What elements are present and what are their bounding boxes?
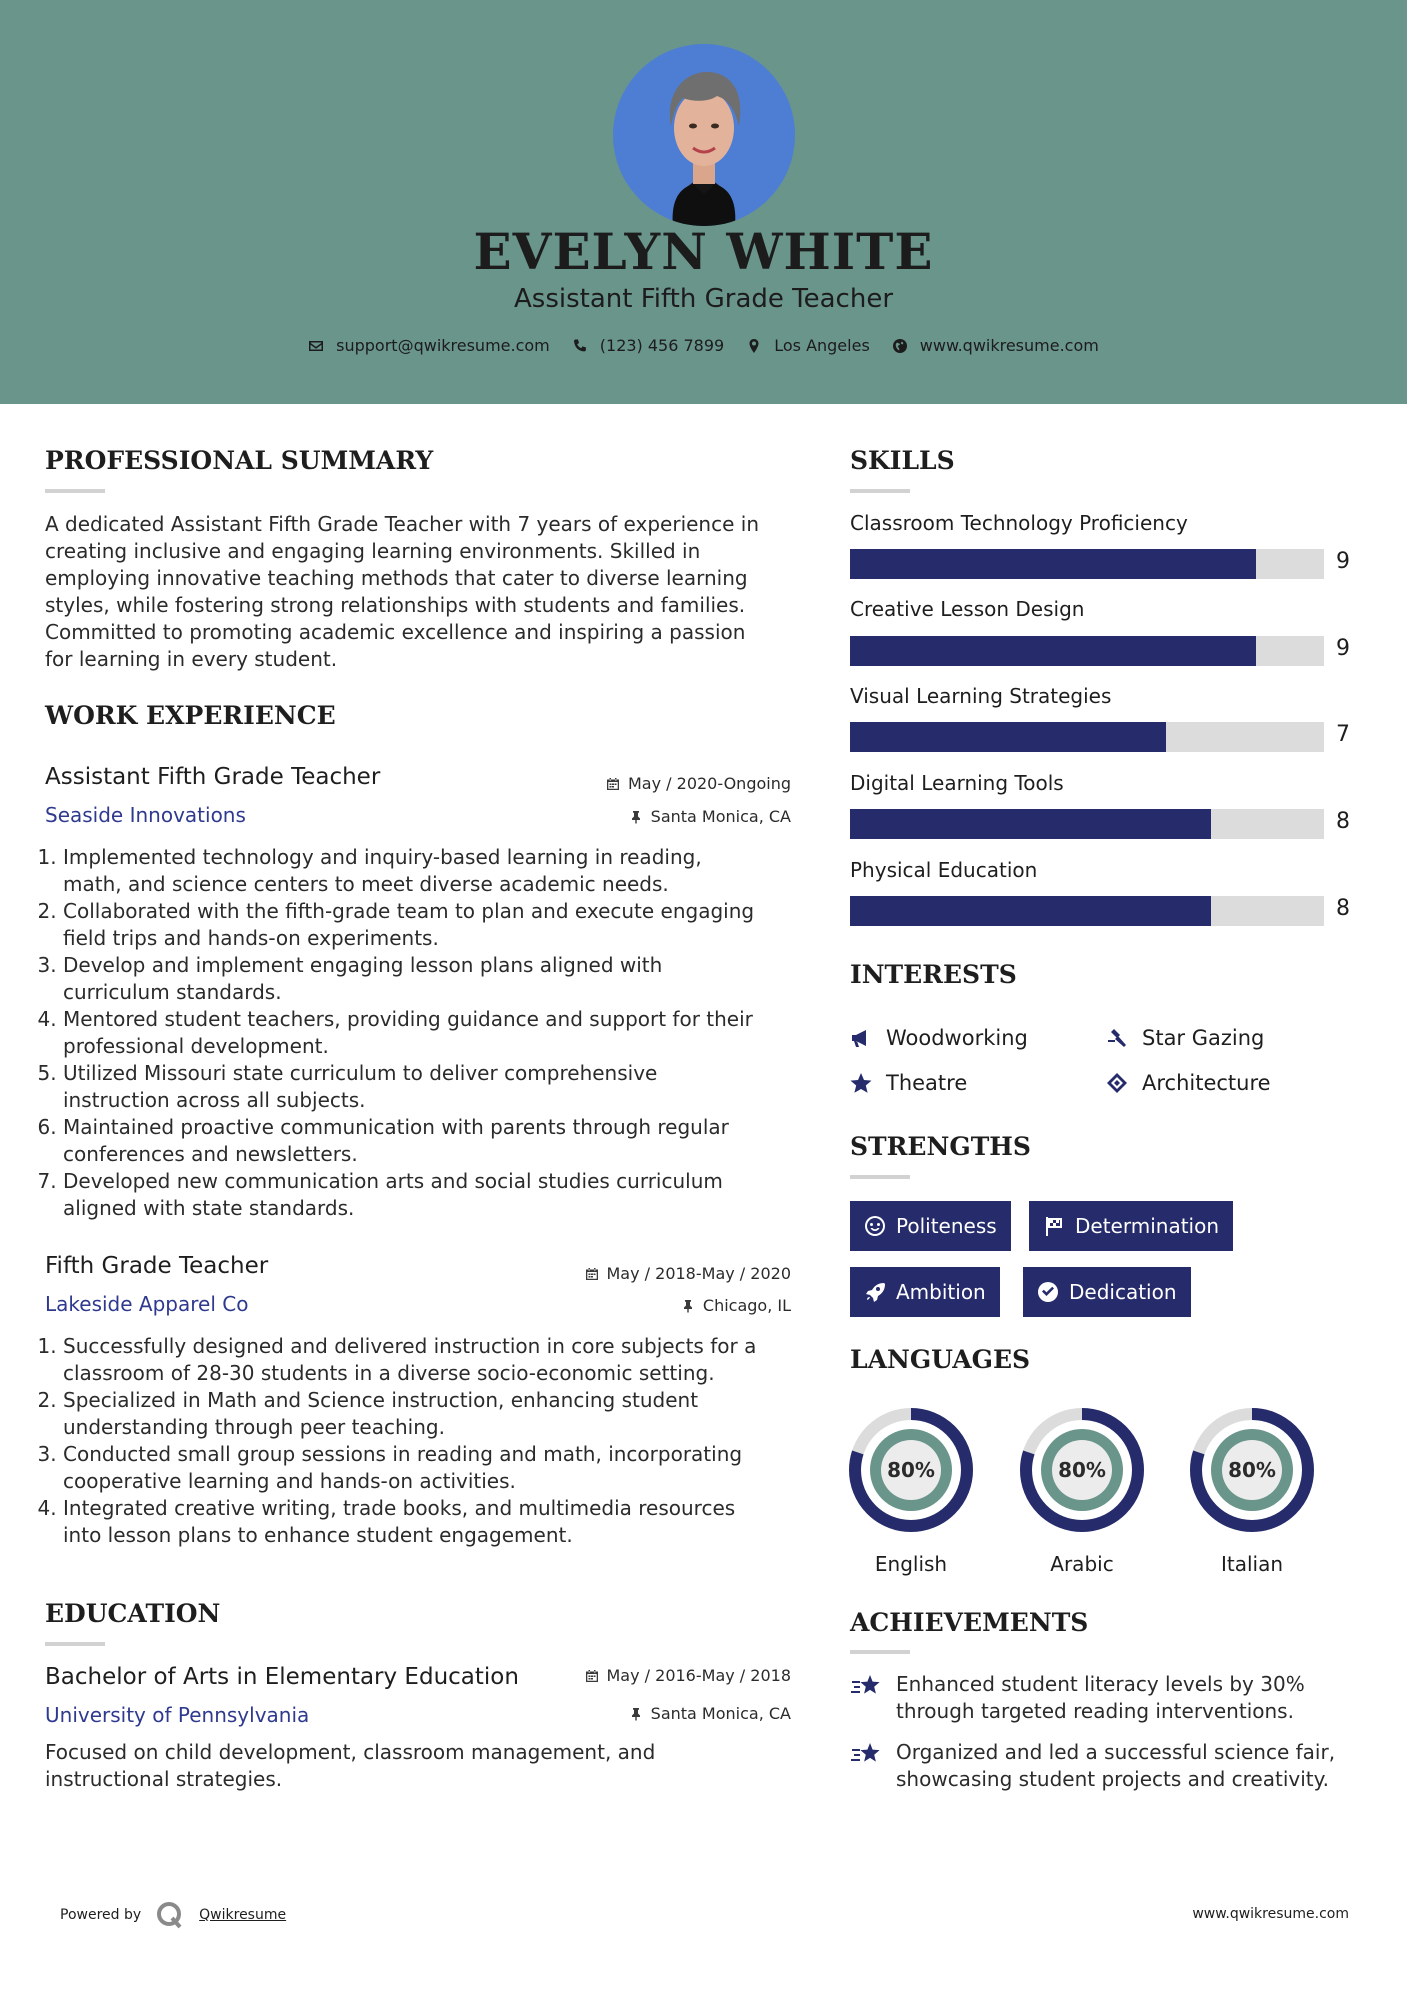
summary-line: A dedicated Assistant Fifth Grade Teacher with 7 years of experience in: [45, 512, 759, 536]
skills-heading: SKILLS: [850, 446, 955, 475]
interest-item: [850, 1071, 967, 1095]
candidate-title: Assistant Fifth Grade Teacher: [513, 284, 894, 314]
skill-bar: [850, 896, 1324, 926]
list-item: 2. Specialized in Math and Science instruction, enhancing student understanding through peer teaching.: [63, 1387, 805, 1441]
language-percent: 80%: [887, 1458, 935, 1482]
interest-label: Star Gazing: [1142, 1026, 1265, 1050]
shooting-star-icon: [850, 1741, 882, 1769]
achievements-heading: ACHIEVEMENTS: [850, 1608, 1089, 1637]
interest-label: Woodworking: [886, 1026, 1028, 1050]
languages-heading: LANGUAGES: [850, 1345, 1031, 1374]
skills-divider: [850, 489, 910, 493]
strength-badge: [1023, 1267, 1191, 1317]
achievement-item: [850, 1739, 1370, 1793]
education-description: [45, 1739, 805, 1793]
achievement-line: Enhanced student literacy levels by 30%: [896, 1672, 1305, 1696]
calendar-icon: [585, 1267, 599, 1281]
summary-line: styles, while fostering strong relationships with students and families.: [45, 593, 746, 617]
skill-bar: [850, 636, 1324, 666]
education-location: [629, 1704, 791, 1723]
list-item: 7. Developed new communication arts and social studies curriculum aligned with state standards.: [63, 1168, 805, 1222]
company-name[interactable]: Lakeside Apparel Co: [45, 1292, 249, 1316]
interest-item: [1106, 1071, 1271, 1095]
summary-line: Committed to promoting academic excellence and inspiring a passion: [45, 620, 746, 644]
skill-level: 9: [1336, 636, 1350, 661]
skill-name: Visual Learning Strategies: [850, 684, 1112, 708]
summary-divider: [45, 489, 105, 493]
brand-link[interactable]: Qwikresume: [199, 1907, 287, 1923]
email-text: support@qwikresume.com: [336, 336, 550, 355]
education-line: instructional strategies.: [45, 1767, 283, 1791]
skill-level: 7: [1336, 722, 1350, 747]
language-donut: [1190, 1408, 1314, 1532]
qwikresume-logo-icon: [155, 1900, 185, 1930]
list-item: 3. Develop and implement engaging lesson plans aligned with curriculum standards.: [63, 952, 805, 1006]
education-heading: EDUCATION: [45, 1599, 221, 1628]
list-item: 3. Conducted small group sessions in reading and math, incorporating cooperative learning and hands-on activities.: [63, 1441, 805, 1495]
job-location: [629, 807, 791, 826]
calendar-icon: [585, 1669, 599, 1683]
skill-name: Digital Learning Tools: [850, 771, 1064, 795]
language-donut: [849, 1408, 973, 1532]
website-text: www.qwikresume.com: [919, 336, 1099, 355]
company-name[interactable]: Seaside Innovations: [45, 803, 246, 827]
rocket-icon: [864, 1281, 886, 1303]
contact-website[interactable]: [892, 336, 1099, 355]
education-divider: [45, 1642, 105, 1646]
skill-bar-fill: [850, 809, 1211, 839]
language-percent: 80%: [1228, 1458, 1276, 1482]
job-bullets: [45, 1333, 805, 1549]
list-item: 4. Integrated creative writing, trade books, and multimedia resources into lesson plans to enhance student engagement.: [63, 1495, 805, 1549]
education-location-text: Santa Monica, CA: [650, 1704, 791, 1723]
degree-title: Bachelor of Arts in Elementary Education: [45, 1664, 519, 1690]
job-title: Assistant Fifth Grade Teacher: [45, 764, 381, 790]
contact-phone[interactable]: [572, 336, 724, 355]
strength-label: Ambition: [896, 1280, 986, 1304]
interest-item: [850, 1026, 1028, 1050]
header-band: [0, 0, 1407, 404]
contact-location: [746, 336, 870, 355]
interest-item: [1106, 1026, 1264, 1050]
job-dates-text: May / 2020-Ongoing: [628, 774, 791, 793]
candidate-name: EVELYN WHITE: [473, 222, 934, 281]
strengths-divider: [850, 1175, 910, 1179]
skill-level: 8: [1336, 809, 1350, 834]
skill-bar-fill: [850, 636, 1256, 666]
skill-bar: [850, 722, 1324, 752]
achievements-divider: [850, 1650, 910, 1654]
summary-heading: PROFESSIONAL SUMMARY: [45, 446, 434, 475]
pushpin-icon: [629, 1707, 643, 1721]
strength-label: Determination: [1075, 1214, 1220, 1238]
language-item: [1020, 1408, 1144, 1576]
job-dates: [606, 774, 791, 793]
language-name: Arabic: [1050, 1552, 1114, 1576]
gavel-icon: [1106, 1027, 1128, 1049]
skill-name: Classroom Technology Proficiency: [850, 511, 1188, 535]
summary-text: [45, 511, 805, 673]
list-item: 4. Mentored student teachers, providing guidance and support for their professional development.: [63, 1006, 805, 1060]
phone-icon: [572, 338, 588, 354]
education-dates-text: May / 2016-May / 2018: [606, 1666, 791, 1685]
achievement-line: Organized and led a successful science fair,: [896, 1740, 1336, 1764]
summary-line: creating inclusive and engaging learning environments. Skilled in: [45, 539, 701, 563]
skill-bar: [850, 549, 1324, 579]
summary-line: employing innovative teaching methods that cater to diverse learning: [45, 566, 748, 590]
interest-label: Theatre: [886, 1071, 968, 1095]
list-item: 1. Implemented technology and inquiry-based learning in reading, math, and science centers to meet diverse academic needs.: [63, 844, 805, 898]
language-item: [1190, 1408, 1314, 1576]
shooting-star-icon: [850, 1673, 882, 1701]
skill-level: 9: [1336, 549, 1350, 574]
job-location-text: Santa Monica, CA: [650, 807, 791, 826]
language-donut: [1020, 1408, 1144, 1532]
skill-name: Creative Lesson Design: [850, 597, 1085, 621]
contact-bar: [0, 336, 1407, 355]
strength-badge: [1029, 1201, 1233, 1251]
contact-email[interactable]: [308, 336, 550, 355]
summary-line: for learning in every student.: [45, 647, 338, 671]
strength-label: Politeness: [896, 1214, 997, 1238]
globe-icon: [892, 338, 908, 354]
job-dates-text: May / 2018-May / 2020: [606, 1264, 791, 1283]
skill-name: Physical Education: [850, 858, 1038, 882]
job-dates: [585, 1264, 792, 1283]
job-location: [681, 1296, 791, 1315]
strength-label: Dedication: [1069, 1280, 1177, 1304]
achievement-line: through targeted reading interventions.: [896, 1699, 1294, 1723]
experience-heading: WORK EXPERIENCE: [45, 701, 336, 730]
job-bullets: [45, 844, 805, 1222]
job-location-text: Chicago, IL: [702, 1296, 791, 1315]
envelope-icon: [308, 338, 324, 354]
star-icon: [850, 1072, 872, 1094]
language-percent: 80%: [1058, 1458, 1106, 1482]
strength-badge: [850, 1267, 1000, 1317]
phone-text: (123) 456 7899: [599, 336, 725, 355]
language-item: [849, 1408, 973, 1576]
skill-bar-fill: [850, 549, 1256, 579]
achievement-line: showcasing student projects and creativity.: [896, 1767, 1329, 1791]
achievement-item: [850, 1671, 1370, 1725]
interests-heading: INTERESTS: [850, 960, 1017, 989]
language-name: English: [874, 1552, 948, 1576]
education-dates: [585, 1666, 792, 1685]
strength-badge: [850, 1201, 1011, 1251]
footer-website[interactable]: www.qwikresume.com: [1192, 1906, 1349, 1922]
list-item: 6. Maintained proactive communication with parents through regular conferences and newsletters.: [63, 1114, 805, 1168]
list-item: 2. Collaborated with the fifth-grade team to plan and execute engaging field trips and hands-on experiments.: [63, 898, 805, 952]
ticket-icon: [1106, 1072, 1128, 1094]
footer-powered-by: [60, 1900, 286, 1930]
list-item: 1. Successfully designed and delivered instruction in core subjects for a classroom of 28-30 students in a diverse socio-economic setting.: [63, 1333, 805, 1387]
calendar-icon: [606, 777, 620, 791]
profile-photo: [613, 44, 795, 226]
skill-level: 8: [1336, 896, 1350, 921]
powered-by-text: Powered by: [60, 1907, 142, 1923]
pushpin-icon: [629, 810, 643, 824]
smile-icon: [864, 1215, 886, 1237]
education-line: Focused on child development, classroom management, and: [45, 1740, 656, 1764]
skill-bar-fill: [850, 722, 1166, 752]
strengths-heading: STRENGTHS: [850, 1132, 1031, 1161]
map-pin-icon: [746, 338, 762, 354]
interest-label: Architecture: [1142, 1071, 1271, 1095]
bullhorn-icon: [850, 1027, 872, 1049]
skill-bar: [850, 809, 1324, 839]
location-text: Los Angeles: [774, 336, 870, 355]
pushpin-icon: [681, 1299, 695, 1313]
job-title: Fifth Grade Teacher: [45, 1253, 269, 1279]
skill-bar-fill: [850, 896, 1211, 926]
language-name: Italian: [1220, 1552, 1284, 1576]
school-name[interactable]: University of Pennsylvania: [45, 1703, 310, 1727]
list-item: 5. Utilized Missouri state curriculum to deliver comprehensive instruction across all subjects.: [63, 1060, 805, 1114]
check-circle-icon: [1037, 1281, 1059, 1303]
flag-icon: [1043, 1215, 1065, 1237]
